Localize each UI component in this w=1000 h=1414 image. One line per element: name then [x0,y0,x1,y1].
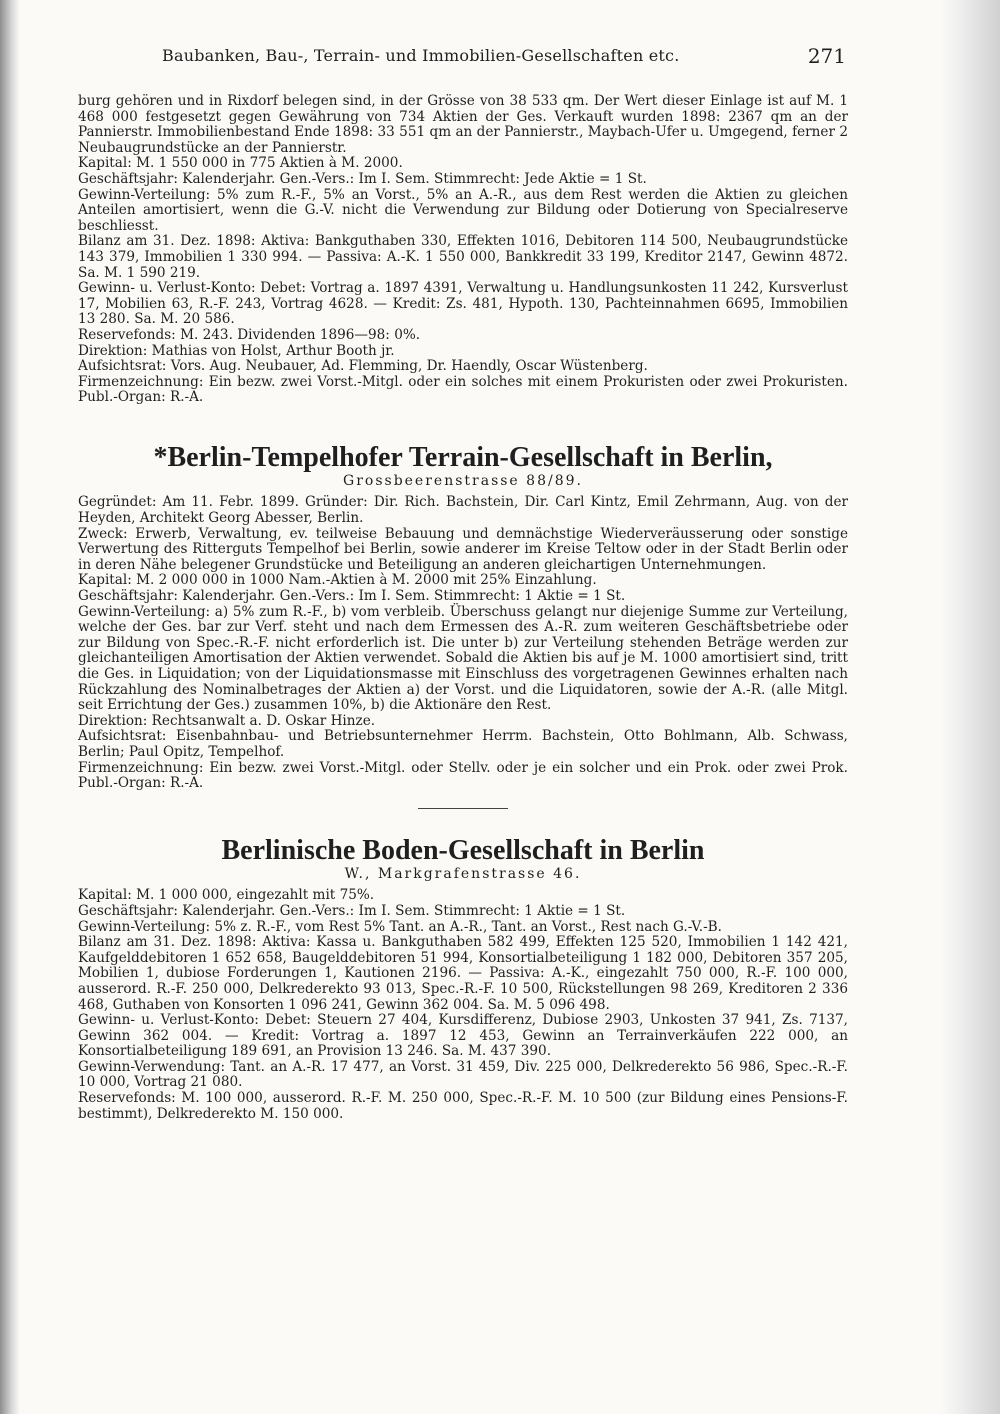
company-title: Berlinische Boden-Gesellschaft in Berlin [221,834,705,866]
entry-paragraph: Direktion: Rechtsanwalt a. D. Oskar Hinze. [78,712,376,729]
page-edge-right [940,0,1000,1414]
company-address: Grossbeerenstrasse 88/89. [343,472,583,489]
entry-paragraph: Kapital: M. 2 000 000 in 1000 Nam.-Aktien à M. 2000 mit 25% Einzahlung. [78,572,597,589]
entry-paragraph: Zweck: Erwerb, Verwaltung, ev. teilweise Bebauung und demnächstige Wiederveräusserung oder sonstige Verwertung des Ritterguts Tempelhof bei Berlin, sowie anderer im Kreise Teltow oder in der Stadt Berlin oder in deren Nähe belegener Grundstücke und Beteiligung an anderen gleichartigen Unternehmungen. [78,525,848,573]
entry-paragraph: Gewinn-Verwendung: Tant. an A.-R. 17 477, an Vorst. 31 459, Div. 225 000, Delkrederekto 56 986, Spec.-R.-F. 10 000, Vortrag 21 080. [78,1058,848,1091]
entry-paragraph: Reservefonds: M. 100 000, ausserord. R.-F. M. 250 000, Spec.-R.-F. M. 10 500 (zur Bildung eines Pensions-F. bestimmt), Delkrederekto M. 150 000. [78,1090,848,1122]
company-address: W., Markgrafenstrasse 46. [344,865,582,882]
page-content [78,94,848,1122]
running-head: Baubanken, Bau-, Terrain- und Immobilien-Gesellschaften etc. [162,46,680,65]
entry-paragraph: Bilanz am 31. Dez. 1898: Aktiva: Bankguthaben 330, Effekten 1016, Debitoren 114 500, Neubaugrundstücke 143 379, Immobilien 1 330 994. — Passiva: A.-K. 1 550 000, Bankkredit 33 199, Kreditor 2147, Gewinn 4872. Sa. M. 1 590 219. [78,233,848,281]
entry-paragraph: Gewinn-Verteilung: 5% zum R.-F., 5% an Vorst., 5% an A.-R., aus dem Rest werden die Aktien zu gleichen Anteilen amortisiert, wenn die G.-V. nicht die Verwendung zur Bildung oder Dotierung von Specialreserve beschliesst. [78,186,848,234]
entry-berlinische-boden [78,835,848,1123]
entry-paragraph: Aufsichtsrat: Vors. Aug. Neubauer, Ad. Flemming, Dr. Haendly, Oscar Wüstenberg. [78,358,648,375]
company-title: *Berlin-Tempelhofer Terrain-Gesellschaft in Berlin, [153,441,773,473]
page-header [110,46,850,76]
entry-paragraph: Kapital: M. 1 000 000, eingezahlt mit 75%. [78,887,375,904]
entry-paragraph: Reservefonds: M. 243. Dividenden 1896—98: 0%. [78,326,421,343]
entry-paragraph: Kapital: M. 1 550 000 in 775 Aktien à M. 2000. [78,155,403,172]
entry-paragraph: Geschäftsjahr: Kalenderjahr. Gen.-Vers.: Im I. Sem. Stimmrecht: 1 Aktie = 1 St. [78,588,626,605]
entry-previous-company [78,94,848,406]
entry-paragraph: Aufsichtsrat: Eisenbahnbau- und Betriebsunternehmer Herrm. Bachstein, Otto Bohlmann, Alb. Schwass, Berlin; Paul Opitz, Tempelhof. [78,728,848,760]
page-number: 271 [807,44,846,68]
section-divider [418,808,508,809]
entry-paragraph: Gewinn-Verteilung: a) 5% zum R.-F., b) vom verbleib. Überschuss gelangt nur diejenige Summe zur Verteilung, welche der Ges. bar zur Verf. steht und nach dem Ermessen des A.-R. zum weiteren Geschäftsbetriebe oder zur Bildung von Spec.-R.-F. nicht erforderlich ist. Die unter b) zur Verteilung stehenden Beträge werden zur gleichanteiligen Amortisation der Aktien verwendet. Sobald die Aktien bis auf je M. 1000 amortisiert sind, tritt die Ges. in Liquidation; von der Liquidationsmasse mit Einschluss des vorgetragenen Gewinnes erhalten nach Rückzahlung des Nominalbetrages der Aktien a) der Vorst. und die Liquidatoren, sowie der A.-R. (alle Mitgl. seit Errichtung der Ges.) zusammen 10%, b) die Aktionäre den Rest. [78,603,848,714]
entry-paragraph: Gewinn-Verteilung: 5% z. R.-F., vom Rest 5% Tant. an A.-R., Tant. an Vorst., Rest nach G.-V.-B. [78,918,722,935]
page-edge-left [0,0,20,1414]
entry-berlin-tempelhofer [78,442,848,792]
section-gap [78,406,848,442]
entry-paragraph: Direktion: Mathias von Holst, Arthur Booth jr. [78,342,395,359]
entry-paragraph: Gegründet: Am 11. Febr. 1899. Gründer: Dir. Rich. Bachstein, Dir. Carl Kintz, Emil Zehrmann, Aug. von der Heyden, Architekt Georg Abesser, Berlin. [78,494,848,527]
entry-paragraph: Gewinn- u. Verlust-Konto: Debet: Steuern 27 404, Kursdifferenz, Dubiose 2903, Unkosten 37 941, Zs. 7137, Gewinn 362 004. — Kredit: Vortrag a. 1897 12 453, Gewinn an Terrainverkäufen 222 000, an Konsortialbeteiligung 189 691, an Provision 13 246. Sa. M. 437 390. [78,1012,848,1060]
entry-paragraph: burg gehören und in Rixdorf belegen sind, in der Grösse von 38 533 qm. Der Wert dieser Einlage ist auf M. 1 468 000 festgesetzt gegen Gewährung von 734 Aktien der Ges. Verkauft wurden 1898: 2367 qm an der Pannierstr. Immobilienbestand Ende 1898: 33 551 qm an der Pannierstr., Maybach-Ufer u. Umgegend, ferner 2 Neubaugrundstücke an der Pannierstr. [78,93,848,156]
entry-paragraph: Gewinn- u. Verlust-Konto: Debet: Vortrag a. 1897 4391, Verwaltung u. Handlungsunkosten 11 242, Kursverlust 17, Mobilien 63, R.-F. 243, Vortrag 4628. — Kredit: Zs. 481, Hypoth. 130, Pachteinnahmen 6695, Immobilien 13 280. Sa. M. 20 586. [78,280,848,328]
entry-paragraph: Geschäftsjahr: Kalenderjahr. Gen.-Vers.: Im I. Sem. Stimmrecht: 1 Aktie = 1 St. [78,902,626,919]
entry-paragraph: Bilanz am 31. Dez. 1898: Aktiva: Kassa u. Bankguthaben 582 499, Effekten 125 520, Immobilien 1 142 421, Kaufgelddebitoren 1 652 658, Baugelddebitoren 51 994, Konsortialbeteiligung 1 182 000, Debitoren 357 205, Mobilien 1, dubiose Forderungen 1, Kautionen 2196. — Passiva: A.-K., eingezahlt 750 000, R.-F. 100 000, ausserord. R.-F. 250 000, Delkrederekto 93 013, Spec.-R.-F. 10 500, Rückstellungen 98 269, Kreditoren 2 336 468, Guthaben von Konsorten 1 096 241, Gewinn 362 004. Sa. M. 5 096 498. [78,934,848,1013]
entry-paragraph: Firmenzeichnung: Ein bezw. zwei Vorst.-Mitgl. oder ein solches mit einem Prokuristen oder zwei Prokuristen. Publ.-Organ: R.-A. [78,373,848,406]
entry-paragraph: Firmenzeichnung: Ein bezw. zwei Vorst.-Mitgl. oder Stellv. oder je ein solcher und ein Prok. oder zwei Prok. Publ.-Organ: R.-A. [78,759,848,792]
entry-paragraph: Geschäftsjahr: Kalenderjahr. Gen.-Vers.: Im I. Sem. Stimmrecht: Jede Aktie = 1 St. [78,170,647,187]
